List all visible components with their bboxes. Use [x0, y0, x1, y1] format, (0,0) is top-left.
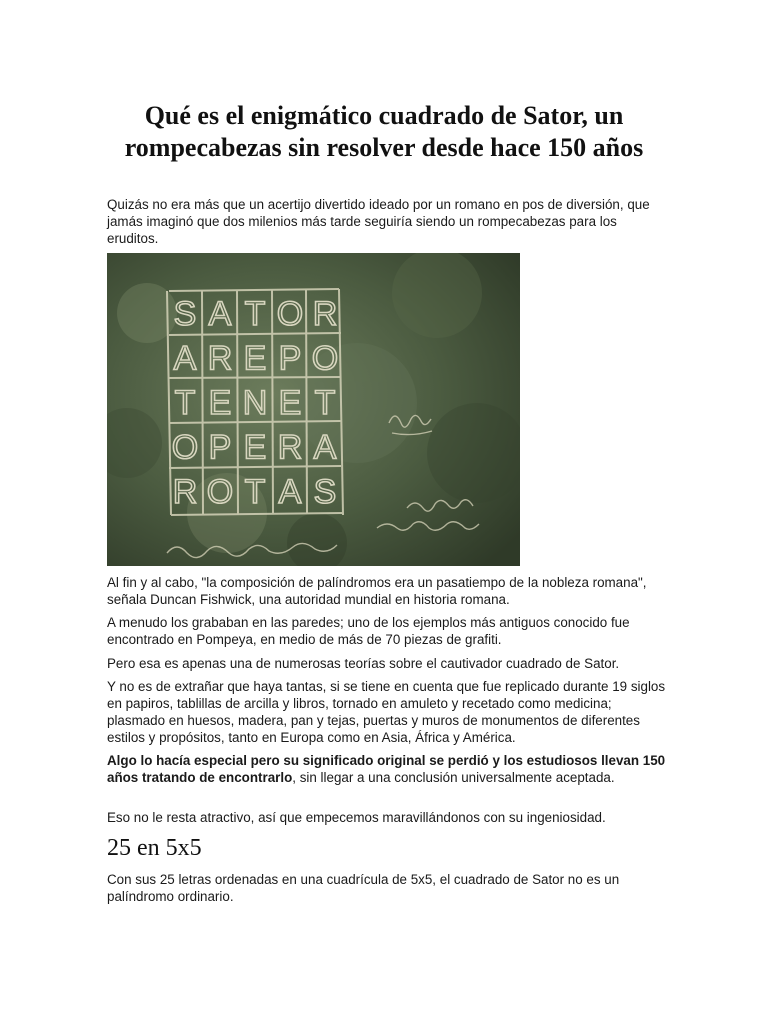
sator-letter-1-4: O	[311, 339, 339, 378]
bold-sentence-rest: , sin llegar a una conclusión universalmente aceptada.	[292, 770, 615, 785]
sator-letter-3-1: P	[208, 428, 232, 467]
paragraph-bold	[107, 752, 667, 786]
sator-letter-1-0: A	[173, 339, 197, 378]
sator-letter-3-3: R	[277, 428, 303, 467]
sator-letter-1-1: R	[207, 339, 233, 378]
paragraph-1: Al fin y al cabo, "la composición de palíndromos era un pasatiempo de la nobleza romana", señala Duncan Fishwick, una autoridad mundial en historia romana.	[107, 575, 647, 607]
paragraph-2: A menudo los grababan en las paredes; uno de los ejemplos más antiguos conocido fue encontrado en Pompeya, en medio de más de 70 piezas de grafiti.	[107, 615, 630, 647]
paragraph-after-heading: Con sus 25 letras ordenadas en una cuadrícula de 5x5, el cuadrado de Sator no es un palíndromo ordinario.	[107, 872, 620, 904]
paragraph-3: Pero esa es apenas una de numerosas teorías sobre el cautivador cuadrado de Sator.	[107, 656, 620, 671]
sator-letter-2-3: E	[278, 384, 302, 422]
sator-letter-0-1: A	[208, 295, 232, 333]
sator-letter-2-1: E	[208, 384, 232, 422]
article-title: Qué es el enigmático cuadrado de Sator, un rompecabezas sin resolver desde hace 150 años	[124, 101, 644, 162]
sator-letter-4-0: R	[172, 473, 198, 511]
sator-letter-4-3: A	[278, 473, 302, 511]
paragraph-closing: Eso no le resta atractivo, así que empecemos maravillándonos con su ingeniosidad.	[107, 810, 606, 825]
sator-letter-0-2: T	[244, 295, 266, 333]
sator-square-photo	[107, 253, 520, 566]
sator-letter-3-4: A	[313, 428, 337, 467]
sator-letter-2-0: T	[174, 384, 196, 422]
sator-letter-1-3: P	[278, 339, 302, 378]
sator-letter-0-0: S	[173, 295, 197, 333]
sator-letter-4-4: S	[313, 473, 337, 511]
section-heading: 25 en 5x5	[107, 835, 202, 861]
sator-letter-0-4: R	[312, 295, 338, 333]
sator-letter-2-2: N	[242, 384, 268, 422]
sator-letter-3-0: O	[171, 428, 199, 467]
bold-sentence: Algo lo hacía especial pero su significado original se perdió y los estudiosos llevan 150 años tratando de encontrarlo	[107, 753, 666, 785]
sator-letter-1-2: E	[243, 339, 267, 378]
intro-paragraph: Quizás no era más que un acertijo divertido ideado por un romano en pos de diversión, que jamás imaginó que dos milenios más tarde seguiría siendo un rompecabezas para los eruditos.	[107, 197, 650, 246]
sator-letter-4-2: T	[244, 473, 266, 511]
sator-letter-0-3: O	[276, 295, 304, 333]
paragraph-4: Y no es de extrañar que haya tantas, si se tiene en cuenta que fue replicado durante 19 siglos en papiros, tablillas de arcilla y libros, tornado en amuleto y recetado como medicina; plasmado en huesos, madera, pan y tejas, puertas y muros de monumentos de diferentes estilos y propósitos, tanto en Europa como en Asia, África y América.	[107, 679, 666, 745]
sator-letter-2-4: T	[314, 384, 336, 422]
sator-letter-3-2: E	[243, 428, 267, 467]
sator-letter-4-1: O	[206, 473, 234, 511]
